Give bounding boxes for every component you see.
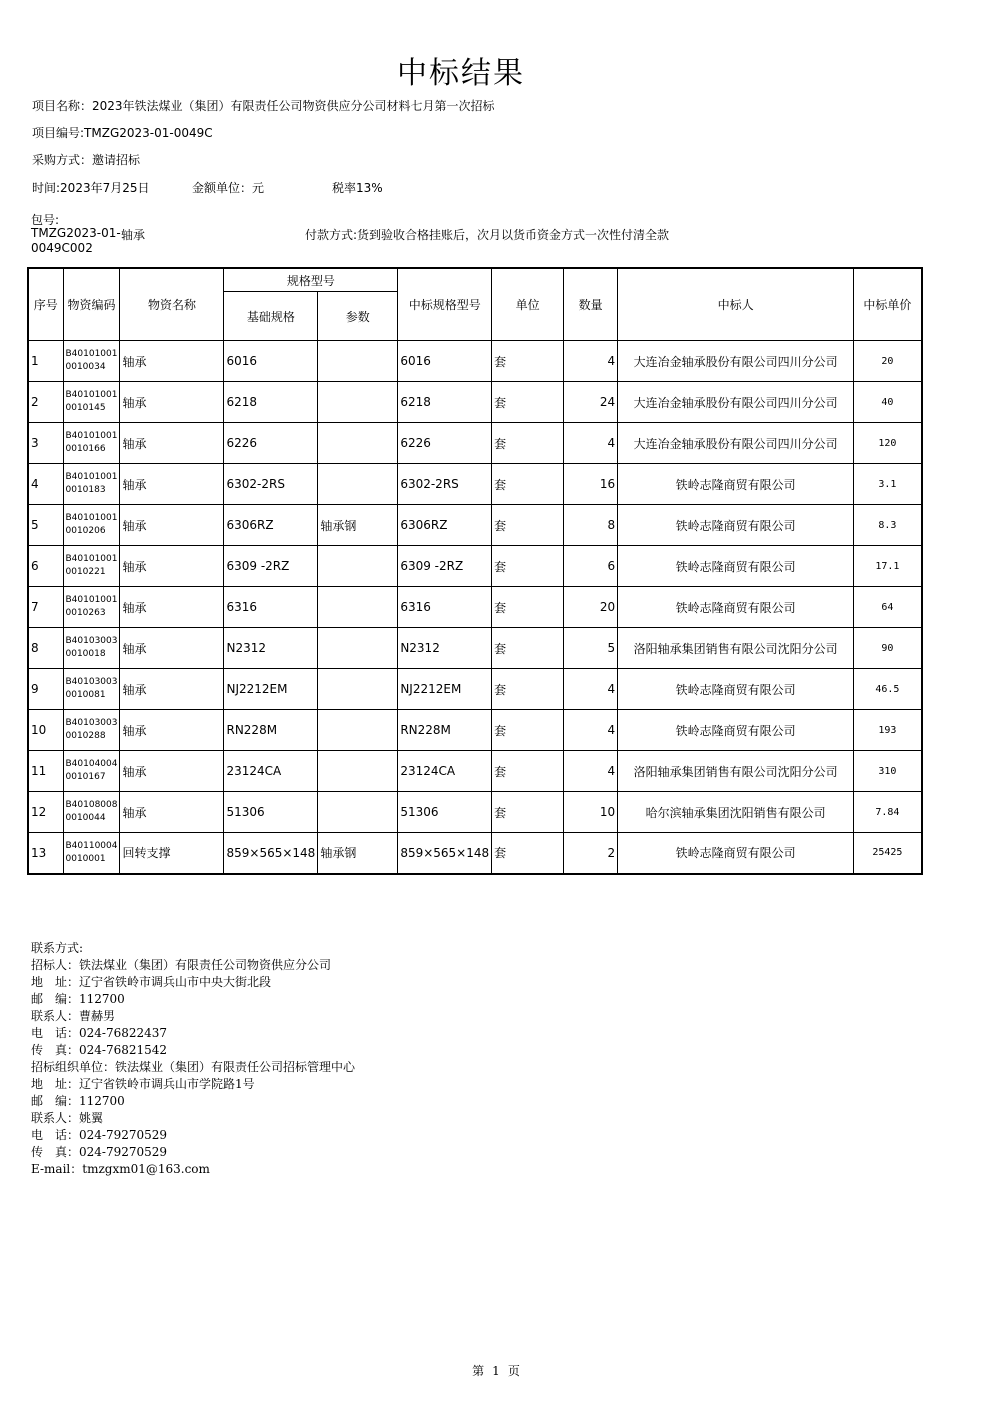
unit-cell: 套 bbox=[492, 792, 564, 833]
code-cell: B40103003 0010018 bbox=[63, 628, 120, 669]
name-cell: 轴承 bbox=[120, 710, 224, 751]
contact-line: 招标组织单位：铁法煤业（集团）有限责任公司招标管理中心 bbox=[31, 1060, 356, 1074]
param-cell bbox=[318, 382, 398, 423]
param-cell bbox=[318, 341, 398, 382]
name-cell: 轴承 bbox=[120, 382, 224, 423]
name-cell: 轴承 bbox=[120, 628, 224, 669]
win-spec-cell: 51306 bbox=[398, 792, 492, 833]
name-cell: 回转支撑 bbox=[120, 833, 224, 874]
code-cell: B40101001 0010034 bbox=[63, 341, 120, 382]
base-spec-cell: RN228M bbox=[224, 710, 318, 751]
base-spec-cell: 6316 bbox=[224, 587, 318, 628]
qty-cell: 4 bbox=[564, 341, 618, 382]
base-spec-cell: 6309 -2RZ bbox=[224, 546, 318, 587]
price-cell: 3.1 bbox=[854, 464, 922, 505]
param-cell bbox=[318, 792, 398, 833]
code-cell: B40104004 0010167 bbox=[63, 751, 120, 792]
header-qty: 数量 bbox=[564, 268, 618, 341]
contact-line: 邮 编：112700 bbox=[31, 1094, 125, 1108]
header-seq: 序号 bbox=[28, 268, 63, 341]
name-cell: 轴承 bbox=[120, 341, 224, 382]
contact-line: 电 话：024-76822437 bbox=[31, 1026, 168, 1040]
qty-cell: 10 bbox=[564, 792, 618, 833]
base-spec-cell: 23124CA bbox=[224, 751, 318, 792]
price-cell: 25425 bbox=[854, 833, 922, 874]
currency-unit: 金额单位：元 bbox=[192, 181, 265, 195]
price-cell: 20 bbox=[854, 341, 922, 382]
contact-line: 地 址：辽宁省铁岭市调兵山市中央大街北段 bbox=[31, 975, 272, 989]
win-spec-cell: 6302-2RS bbox=[398, 464, 492, 505]
page-title: 中标结果 bbox=[397, 56, 525, 91]
contact-block bbox=[31, 940, 355, 1178]
header-param: 参数 bbox=[318, 292, 398, 341]
unit-cell: 套 bbox=[492, 423, 564, 464]
seq-cell: 8 bbox=[28, 628, 63, 669]
project-number: 项目编号:TMZG2023-01-0049C bbox=[32, 126, 213, 140]
seq-cell: 11 bbox=[28, 751, 63, 792]
table-row bbox=[28, 751, 922, 792]
package-name: 轴承 bbox=[121, 228, 146, 242]
table-row bbox=[28, 710, 922, 751]
seq-cell: 6 bbox=[28, 546, 63, 587]
seq-cell: 13 bbox=[28, 833, 63, 874]
qty-cell: 2 bbox=[564, 833, 618, 874]
header-win-spec: 中标规格型号 bbox=[398, 268, 492, 341]
contact-line: 传 真：024-79270529 bbox=[31, 1145, 168, 1159]
seq-cell: 9 bbox=[28, 669, 63, 710]
award-table bbox=[27, 267, 923, 875]
winner-cell: 铁岭志隆商贸有限公司 bbox=[618, 710, 854, 751]
header-base-spec: 基础规格 bbox=[224, 292, 318, 341]
qty-cell: 20 bbox=[564, 587, 618, 628]
package-label: 包号: bbox=[31, 213, 60, 227]
contact-line: 招标人：铁法煤业（集团）有限责任公司物资供应分公司 bbox=[31, 958, 332, 972]
win-spec-cell: 6226 bbox=[398, 423, 492, 464]
param-cell bbox=[318, 587, 398, 628]
page-footer bbox=[0, 1362, 992, 1379]
price-cell: 64 bbox=[854, 587, 922, 628]
price-cell: 120 bbox=[854, 423, 922, 464]
header-code: 物资编码 bbox=[63, 268, 120, 341]
winner-cell: 铁岭志隆商贸有限公司 bbox=[618, 505, 854, 546]
unit-cell: 套 bbox=[492, 669, 564, 710]
winner-cell: 铁岭志隆商贸有限公司 bbox=[618, 587, 854, 628]
table-row bbox=[28, 792, 922, 833]
param-cell bbox=[318, 669, 398, 710]
win-spec-cell: 23124CA bbox=[398, 751, 492, 792]
header-unit: 单位 bbox=[492, 268, 564, 341]
price-cell: 7.84 bbox=[854, 792, 922, 833]
base-spec-cell: 6302-2RS bbox=[224, 464, 318, 505]
winner-cell: 铁岭志隆商贸有限公司 bbox=[618, 546, 854, 587]
param-cell bbox=[318, 546, 398, 587]
winner-cell: 哈尔滨轴承集团沈阳销售有限公司 bbox=[618, 792, 854, 833]
name-cell: 轴承 bbox=[120, 505, 224, 546]
code-cell: B40103003 0010081 bbox=[63, 669, 120, 710]
seq-cell: 12 bbox=[28, 792, 63, 833]
param-cell bbox=[318, 628, 398, 669]
unit-cell: 套 bbox=[492, 464, 564, 505]
winner-cell: 铁岭志隆商贸有限公司 bbox=[618, 833, 854, 874]
price-cell: 46.5 bbox=[854, 669, 922, 710]
base-spec-cell: 6016 bbox=[224, 341, 318, 382]
win-spec-cell: 6016 bbox=[398, 341, 492, 382]
param-cell: 轴承钢 bbox=[318, 505, 398, 546]
win-spec-cell: 6316 bbox=[398, 587, 492, 628]
winner-cell: 铁岭志隆商贸有限公司 bbox=[618, 669, 854, 710]
winner-cell: 大连冶金轴承股份有限公司四川分公司 bbox=[618, 423, 854, 464]
code-cell: B40101001 0010221 bbox=[63, 546, 120, 587]
param-cell bbox=[318, 751, 398, 792]
contact-line: 地 址：辽宁省铁岭市调兵山市学院路1号 bbox=[31, 1077, 255, 1091]
win-spec-cell: 6309 -2RZ bbox=[398, 546, 492, 587]
qty-cell: 4 bbox=[564, 710, 618, 751]
base-spec-cell: N2312 bbox=[224, 628, 318, 669]
procurement-method: 采购方式：邀请招标 bbox=[32, 153, 141, 167]
unit-cell: 套 bbox=[492, 751, 564, 792]
win-spec-cell: 859×565×148 bbox=[398, 833, 492, 874]
base-spec-cell: 6226 bbox=[224, 423, 318, 464]
contact-line: 电 话：024-79270529 bbox=[31, 1128, 168, 1142]
win-spec-cell: 6218 bbox=[398, 382, 492, 423]
code-cell: B40103003 0010288 bbox=[63, 710, 120, 751]
winner-cell: 铁岭志隆商贸有限公司 bbox=[618, 464, 854, 505]
param-cell bbox=[318, 710, 398, 751]
qty-cell: 16 bbox=[564, 464, 618, 505]
seq-cell: 4 bbox=[28, 464, 63, 505]
seq-cell: 2 bbox=[28, 382, 63, 423]
qty-cell: 4 bbox=[564, 423, 618, 464]
win-spec-cell: RN228M bbox=[398, 710, 492, 751]
table-row bbox=[28, 382, 922, 423]
project-name: 项目名称：2023年铁法煤业（集团）有限责任公司物资供应分公司材料七月第一次招标 bbox=[32, 99, 495, 113]
unit-cell: 套 bbox=[492, 341, 564, 382]
code-cell: B40101001 0010145 bbox=[63, 382, 120, 423]
qty-cell: 4 bbox=[564, 669, 618, 710]
base-spec-cell: 859×565×148 bbox=[224, 833, 318, 874]
unit-cell: 套 bbox=[492, 382, 564, 423]
code-cell: B40101001 0010206 bbox=[63, 505, 120, 546]
table-row bbox=[28, 464, 922, 505]
header-name: 物资名称 bbox=[120, 268, 224, 341]
table-row bbox=[28, 505, 922, 546]
unit-cell: 套 bbox=[492, 587, 564, 628]
code-cell: B40101001 0010166 bbox=[63, 423, 120, 464]
name-cell: 轴承 bbox=[120, 669, 224, 710]
base-spec-cell: 6218 bbox=[224, 382, 318, 423]
qty-cell: 8 bbox=[564, 505, 618, 546]
contact-line: 联系方式: bbox=[31, 941, 84, 955]
contact-line: 传 真：024-76821542 bbox=[31, 1043, 168, 1057]
table-row bbox=[28, 669, 922, 710]
qty-cell: 24 bbox=[564, 382, 618, 423]
name-cell: 轴承 bbox=[120, 464, 224, 505]
code-cell: B40101001 0010183 bbox=[63, 464, 120, 505]
seq-cell: 10 bbox=[28, 710, 63, 751]
seq-cell: 7 bbox=[28, 587, 63, 628]
base-spec-cell: 6306RZ bbox=[224, 505, 318, 546]
seq-cell: 5 bbox=[28, 505, 63, 546]
unit-cell: 套 bbox=[492, 546, 564, 587]
table-row bbox=[28, 423, 922, 464]
code-cell: B40108008 0010044 bbox=[63, 792, 120, 833]
header-winner: 中标人 bbox=[618, 268, 854, 341]
table-row bbox=[28, 546, 922, 587]
tax-rate: 税率13% bbox=[332, 181, 383, 195]
name-cell: 轴承 bbox=[120, 751, 224, 792]
price-cell: 310 bbox=[854, 751, 922, 792]
package-code: TMZG2023-01-0049C002 bbox=[31, 226, 121, 255]
win-spec-cell: NJ2212EM bbox=[398, 669, 492, 710]
table-row bbox=[28, 341, 922, 382]
table-row bbox=[28, 833, 922, 874]
header-spec-group: 规格型号 bbox=[224, 268, 398, 292]
price-cell: 90 bbox=[854, 628, 922, 669]
unit-cell: 套 bbox=[492, 710, 564, 751]
winner-cell: 大连冶金轴承股份有限公司四川分公司 bbox=[618, 341, 854, 382]
winner-cell: 大连冶金轴承股份有限公司四川分公司 bbox=[618, 382, 854, 423]
contact-line: 邮 编：112700 bbox=[31, 992, 125, 1006]
win-spec-cell: 6306RZ bbox=[398, 505, 492, 546]
meta-line bbox=[32, 179, 383, 196]
name-cell: 轴承 bbox=[120, 587, 224, 628]
contact-line: 联系人：姚翼 bbox=[31, 1111, 104, 1125]
page-prefix: 第 bbox=[472, 1364, 485, 1378]
code-cell: B40101001 0010263 bbox=[63, 587, 120, 628]
price-cell: 193 bbox=[854, 710, 922, 751]
header-price: 中标单价 bbox=[854, 268, 922, 341]
page-number: 1 bbox=[492, 1364, 500, 1378]
qty-cell: 6 bbox=[564, 546, 618, 587]
price-cell: 17.1 bbox=[854, 546, 922, 587]
base-spec-cell: NJ2212EM bbox=[224, 669, 318, 710]
contact-line: E-mail：tmzgxm01@163.com bbox=[31, 1162, 210, 1176]
unit-cell: 套 bbox=[492, 505, 564, 546]
name-cell: 轴承 bbox=[120, 792, 224, 833]
name-cell: 轴承 bbox=[120, 423, 224, 464]
qty-cell: 4 bbox=[564, 751, 618, 792]
seq-cell: 3 bbox=[28, 423, 63, 464]
winner-cell: 洛阳轴承集团销售有限公司沈阳分公司 bbox=[618, 751, 854, 792]
base-spec-cell: 51306 bbox=[224, 792, 318, 833]
price-cell: 40 bbox=[854, 382, 922, 423]
param-cell bbox=[318, 464, 398, 505]
param-cell: 轴承钢 bbox=[318, 833, 398, 874]
table-row bbox=[28, 628, 922, 669]
qty-cell: 5 bbox=[564, 628, 618, 669]
code-cell: B40110004 0010001 bbox=[63, 833, 120, 874]
winner-cell: 洛阳轴承集团销售有限公司沈阳分公司 bbox=[618, 628, 854, 669]
seq-cell: 1 bbox=[28, 341, 63, 382]
contact-line: 联系人：曹赫男 bbox=[31, 1009, 116, 1023]
table-row bbox=[28, 587, 922, 628]
param-cell bbox=[318, 423, 398, 464]
name-cell: 轴承 bbox=[120, 546, 224, 587]
payment-terms: 付款方式:货到验收合格挂账后，次月以货币资金方式一次性付清全款 bbox=[305, 228, 670, 242]
price-cell: 8.3 bbox=[854, 505, 922, 546]
win-spec-cell: N2312 bbox=[398, 628, 492, 669]
unit-cell: 套 bbox=[492, 628, 564, 669]
unit-cell: 套 bbox=[492, 833, 564, 874]
date: 时间:2023年7月25日 bbox=[32, 181, 150, 195]
page-suffix: 页 bbox=[507, 1364, 520, 1378]
